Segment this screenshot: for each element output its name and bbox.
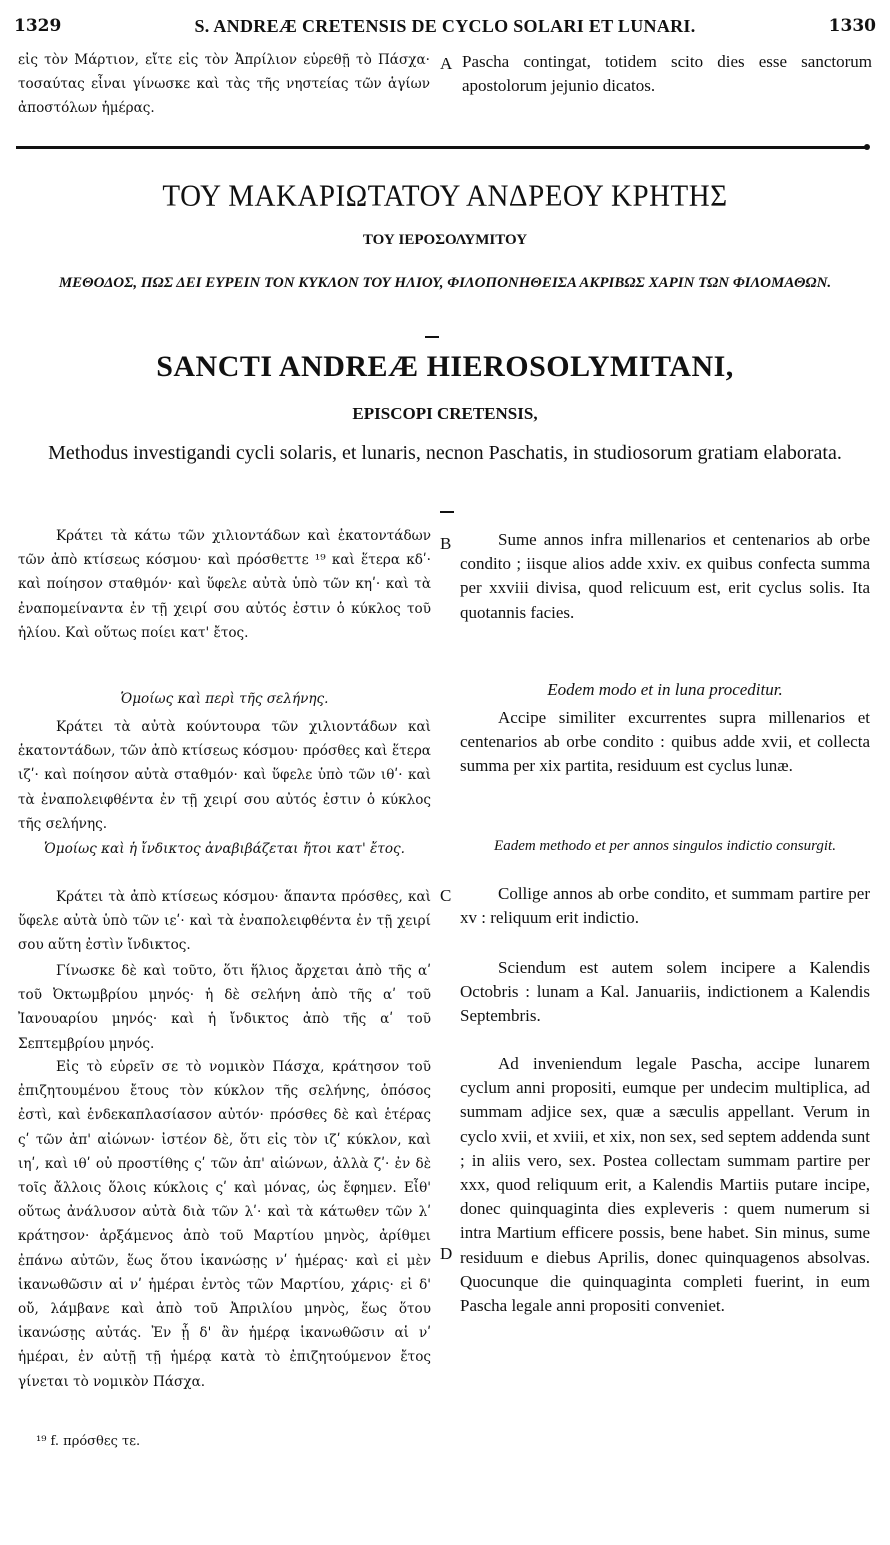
margin-marker-d: D xyxy=(440,1244,453,1263)
latin-paragraph-2: Accipe similiter excurrentes supra millenarios et centenarios ab orbe condito : quibus adde xvii, et collecta summa per xix partita, residuum est cyclus lunæ. xyxy=(460,708,870,776)
margin-marker-b: B xyxy=(440,534,452,553)
greek-heading-moon: Ὁμοίως καὶ περὶ τῆς σελήνης. xyxy=(120,691,329,707)
section-rule xyxy=(16,146,866,149)
latin-subtitle: EPISCOPI CRETENSIS, xyxy=(352,404,538,423)
greek-paragraph-1: Κράτει τὰ κάτω τῶν χιλιοντάδων καὶ ἑκατοντάδων τῶν ἀπὸ κτίσεως κόσμου· καὶ πρόσθεττε ¹⁹ καὶ ἕτερα κδʹ· καὶ ποίησον σταθμόν· καὶ ὕφελε αὐτὰ ὑπὸ τῶν κηʹ· καὶ τὰ ἐναπομείναντα ἐν τῇ χειρί σου αὐτός ἐστιν ὁ κύκλος τοῦ ἡλίου. Καὶ οὕτως ποίει κατ' ἔτος. xyxy=(18,528,431,641)
greek-column xyxy=(18,524,431,1394)
greek-title: ΤΟΥ ΜΑΚΑΡΙΩΤΑΤΟΥ ΑΝΔΡΕΟΥ ΚΡΗΤΗΣ xyxy=(162,179,728,213)
title-dash-1 xyxy=(425,336,439,338)
latin-paragraph-4: Sciendum est autem solem incipere a Kalendis Octobris : lunam a Kal. Januariis, indictionem a Kalendis Septembris. xyxy=(460,958,870,1026)
greek-heading-indiction: Ὁμοίως καὶ ἡ ἴνδικτος ἀναβιβάζεται ἤτοι κατ' ἔτος. xyxy=(44,841,405,857)
latin-column xyxy=(460,528,870,1318)
latin-paragraph-3: Collige annos ab orbe condito, et summam partire per xv : reliquum erit indictio. xyxy=(460,884,870,928)
greek-paragraph-5: Εἰς τὸ εὑρεῖν σε τὸ νομικὸν Πάσχα, κράτησον τοῦ ἐπιζητουμένου ἔτους τὸν κύκλον τῆς σελήνης, ὁπόσος ἐστὶ, καὶ ἑνδεκαπλασίασον αὐτόν· πρόσθες δὲ καὶ ἑτέρας ςʹ τῶν ἀπ' αἰώνων· ἰστέον δὲ, ὅτι εἰς τὸν ιζʹ κύκλον, καὶ ιηʹ, καὶ ιθʹ οὐ προστίθης ςʹ τῶν ἀπ' αἰώνων, ἀλλὰ ζʹ· ἐν δὲ τοῖς ἄλλοις ὅλοις κύκλοις ςʹ καὶ μόνας, ὡς ἔφημεν. Εἶθ' οὕτως ἀνάλυσον αὐτὰ διὰ τῶν λʹ· καὶ τὰ κάτωθεν τῶν λʹ κράτησον· ἀρξάμενος ἀπὸ τοῦ Μαρτίου μηνὸς, ἀρίθμει ἐπάνω αὐτῶν, ἕως ὅτου ἱκανώσῃς νʹ ἡμέρας· καὶ εἰ μὲν ἱκανωθῶσιν αἱ νʹ ἡμέραι ἐντὸς τῶν Μαρτίου, χάρις· εἰ δ' οὔ, λάμβανε καὶ ἀπὸ τοῦ Ἀπριλίου μηνὸς, ἕως ὅτου ἱκανώσῃς αὐτάς. Ἐν ᾗ δ' ἂν ἡμέρᾳ ἱκανωθῶσιν αἱ νʹ ἡμέραι, ἐν αὐτῇ τῇ ἡμέρᾳ κατὰ τὸ ἐπιζητούμενον ἔτος γίνεται τὸ νομικὸν Πάσχα. xyxy=(18,1059,431,1390)
latin-method-title: Methodus investigandi cycli solaris, et lunaris, necnon Paschatis, in studiosorum gratiam elaborata. xyxy=(48,442,842,464)
page-number-right: 1330 xyxy=(828,16,876,36)
latin-heading-indiction: Eadem methodo et per annos singulos indictio consurgit. xyxy=(494,838,836,854)
latin-title: SANCTI ANDREÆ HIEROSOLYMITANI, xyxy=(156,350,734,383)
latin-heading-moon: Eodem modo et in luna proceditur. xyxy=(547,680,783,699)
greek-subtitle: ΤΟΥ ΙΕΡΟΣΟΛΥΜΙΤΟΥ xyxy=(362,232,528,248)
latin-paragraph-1: Sume annos infra millenarios et centenarios ab orbe condito ; iisque alios adde xxiv. ex quibus confecta summa per xxviii divisa, quod relicuum est, erit cyclus solis. Ita quotannis facies. xyxy=(460,530,870,622)
top-greek-paragraph: εἰς τὸν Μάρτιον, εἴτε εἰς τὸν Ἀπρίλιον εὑρεθῇ τὸ Πάσχα· τοσαύτας εἶναι γίνωσκε καὶ τὰς τῆς νηστείας τῶν ἁγίων ἀποστόλων ἡμέρας. xyxy=(18,52,430,117)
margin-marker-c: C xyxy=(440,886,452,905)
top-latin-paragraph: Pascha contingat, totidem scito dies esse sanctorum apostolorum jejunio dicatos. xyxy=(462,52,872,96)
margin-marker-a: A xyxy=(440,54,453,73)
greek-paragraph-2: Κράτει τὰ αὐτὰ κούντουρα τῶν χιλιοντάδων καὶ ἑκατοντάδων, τῶν ἀπὸ κτίσεως κόσμου· πρόσθες καὶ ἕτερα ιζʹ· καὶ ποίησον αὐτὰ σταθμόν· καὶ ὕφελε ὑπὸ τῶν ιθʹ· καὶ τὰ ἐναπολειφθέντα ἐν τῇ χειρί σου αὐτός ἐστιν ὁ κύκλος τῆς σελήνης. xyxy=(18,719,431,832)
running-header xyxy=(14,16,876,42)
latin-paragraph-5: Ad inveniendum legale Pascha, accipe lunarem cyclum anni propositi, eumque per undecim multiplica, ad summam adjice sex, quæ a sæculis appellant. Verum in cyclo xvii, et xviii, et xix, non sex, sed septem addenda sunt ; in aliis vero, sex. Postea collectam summam partire per xxx, quod reliquum erit, a Kalendis Martiis putare incipe, donec quinquaginta dies expleveris : quem numerum si intra Martium efficere possis, bene habet. Sin minus, sume residuum e diebus Aprilis, donec quinquagenos absolvas. Quocunque die quinquaginta completi fuerint, in eum Pascha legale anni propositi conveniet. xyxy=(460,1054,870,1316)
greek-paragraph-4: Γίνωσκε δὲ καὶ τοῦτο, ὅτι ἥλιος ἄρχεται ἀπὸ τῆς αʹ τοῦ Ὀκτωμβρίου μηνός· ἡ δὲ σελήνη ἀπὸ τῆς αʹ τοῦ Ἰανουαρίου μηνός· καὶ ἡ ἴνδικτος ἀπὸ τῆς αʹ τοῦ Σεπτεμβρίου μηνός. xyxy=(18,963,431,1052)
footnote: ¹⁹ f. πρόσθες τε. xyxy=(36,1434,141,1449)
greek-paragraph-3: Κράτει τὰ ἀπὸ κτίσεως κόσμου· ἅπαντα πρόσθες, καὶ ὕφελε αὐτὰ ὑπὸ τῶν ιεʹ· καὶ τὰ ἐναπολειφθέντα ἐν τῇ χειρί σου αὕτη ἐστὶν ἴνδικτος. xyxy=(18,889,431,954)
top-latin-text xyxy=(462,50,872,98)
top-greek-text xyxy=(18,48,430,121)
title-dash-2 xyxy=(440,511,454,513)
page-number-left: 1329 xyxy=(14,16,62,36)
running-title: S. ANDREÆ CRETENSIS DE CYCLO SOLARI ET LUNARI. xyxy=(194,16,696,36)
greek-method-title: ΜΕΘΟΔΟΣ, ΠΩΣ ΔΕΙ ΕΥΡΕΙΝ ΤΟΝ ΚΥΚΛΟΝ ΤΟΥ ΗΛΙΟΥ, ΦΙΛΟΠΟΝΗΘΕΙΣΑ ΑΚΡΙΒΩΣ ΧΑΡΙΝ ΤΩΝ ΦΙΛΟΜΑΘΩΝ. xyxy=(58,275,832,291)
